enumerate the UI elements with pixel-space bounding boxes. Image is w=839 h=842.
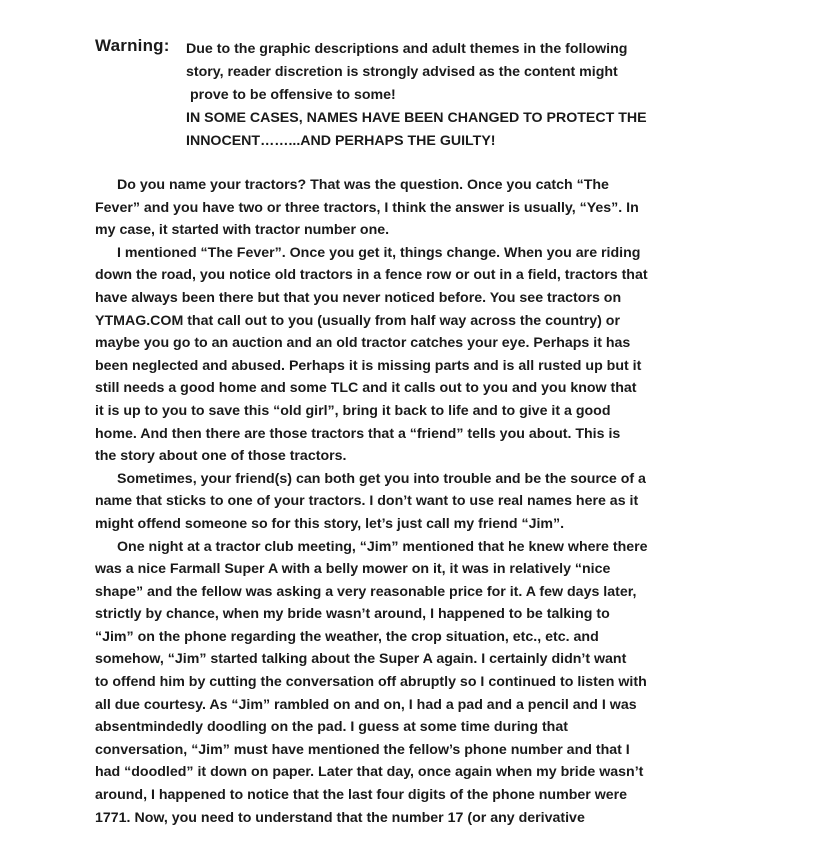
text-line: been neglected and abused. Perhaps it is missing parts and is all rusted up but it: [95, 357, 642, 374]
text-line: conversation, “Jim” must have mentioned the fellow’s phone number and that I: [95, 741, 630, 758]
text-line: absentmindedly doodling on the pad. I guess at some time during that: [95, 719, 568, 736]
text-line: “Jim” on the phone regarding the weather, the crop situation, etc., etc. and: [95, 628, 599, 645]
text-line: around, I happened to notice that the last four digits of the phone number were: [95, 787, 628, 804]
warning-text: [186, 38, 786, 153]
text-line: to offend him by cutting the conversation off abruptly so I continued to listen with: [95, 674, 647, 691]
warning-label: Warning:: [95, 36, 170, 55]
text-line: maybe you go to an auction and an old tractor catches your eye. Perhaps it has: [95, 335, 631, 352]
text-line: had “doodled” it down on paper. Later that day, once again when my bride wasn’t: [95, 764, 644, 781]
warning-line: story, reader discretion is strongly advised as the content might: [186, 64, 618, 80]
warning-line: IN SOME CASES, NAMES HAVE BEEN CHANGED TO PROTECT THE: [186, 110, 647, 126]
paragraph-first-line: Sometimes, your friend(s) can both get you into trouble and be the source of a: [117, 470, 646, 487]
text-line: somehow, “Jim” started talking about the Super A again. I certainly didn’t want: [95, 651, 627, 668]
text-line: YTMAG.COM that call out to you (usually from half way across the country) or: [95, 312, 620, 329]
text-line: home. And then there are those tractors that a “friend” tells you about. This is: [95, 425, 621, 442]
warning-line: INNOCENT……...AND PERHAPS THE GUILTY!: [186, 133, 496, 149]
text-line: Fever” and you have two or three tractors, I think the answer is usually, “Yes”. In: [95, 199, 639, 216]
text-line: was a nice Farmall Super A with a belly mower on it, it was in relatively “nice: [95, 561, 611, 578]
story-body: [95, 174, 745, 829]
warning-line: prove to be offensive to some!: [190, 87, 396, 103]
text-line: strictly by chance, when my bride wasn’t around, I happened to be talking to: [95, 606, 610, 623]
warning-line: Due to the graphic descriptions and adult themes in the following: [186, 41, 628, 57]
paragraph-first-line: I mentioned “The Fever”. Once you get it, things change. When you are riding: [117, 244, 641, 261]
text-line: the story about one of those tractors.: [95, 448, 347, 465]
text-line: it is up to you to save this “old girl”, bring it back to life and to give it a good: [95, 402, 611, 419]
text-line: have always been there but that you never noticed before. You see tractors on: [95, 289, 622, 306]
paragraph-first-line: Do you name your tractors? That was the question. Once you catch “The: [117, 177, 609, 193]
text-line: name that sticks to one of your tractors. I don’t want to use real names here as it: [95, 493, 639, 510]
text-line: down the road, you notice old tractors in a fence row or out in a field, tractors that: [95, 267, 648, 284]
text-line: still needs a good home and some TLC and it calls out to you and you know that: [95, 380, 637, 397]
text-line: 1771. Now, you need to understand that the number 17 (or any derivative: [95, 809, 585, 826]
text-line: shape” and the fellow was asking a very reasonable price for it. A few days later,: [95, 583, 637, 600]
paragraph-first-line: One night at a tractor club meeting, “Jim” mentioned that he knew where there: [117, 538, 648, 555]
text-line: might offend someone so for this story, let’s just call my friend “Jim”.: [95, 515, 565, 532]
text-line: all due courtesy. As “Jim” rambled on and on, I had a pad and a pencil and I was: [95, 696, 637, 713]
text-line: my case, it started with tractor number one.: [95, 222, 390, 239]
